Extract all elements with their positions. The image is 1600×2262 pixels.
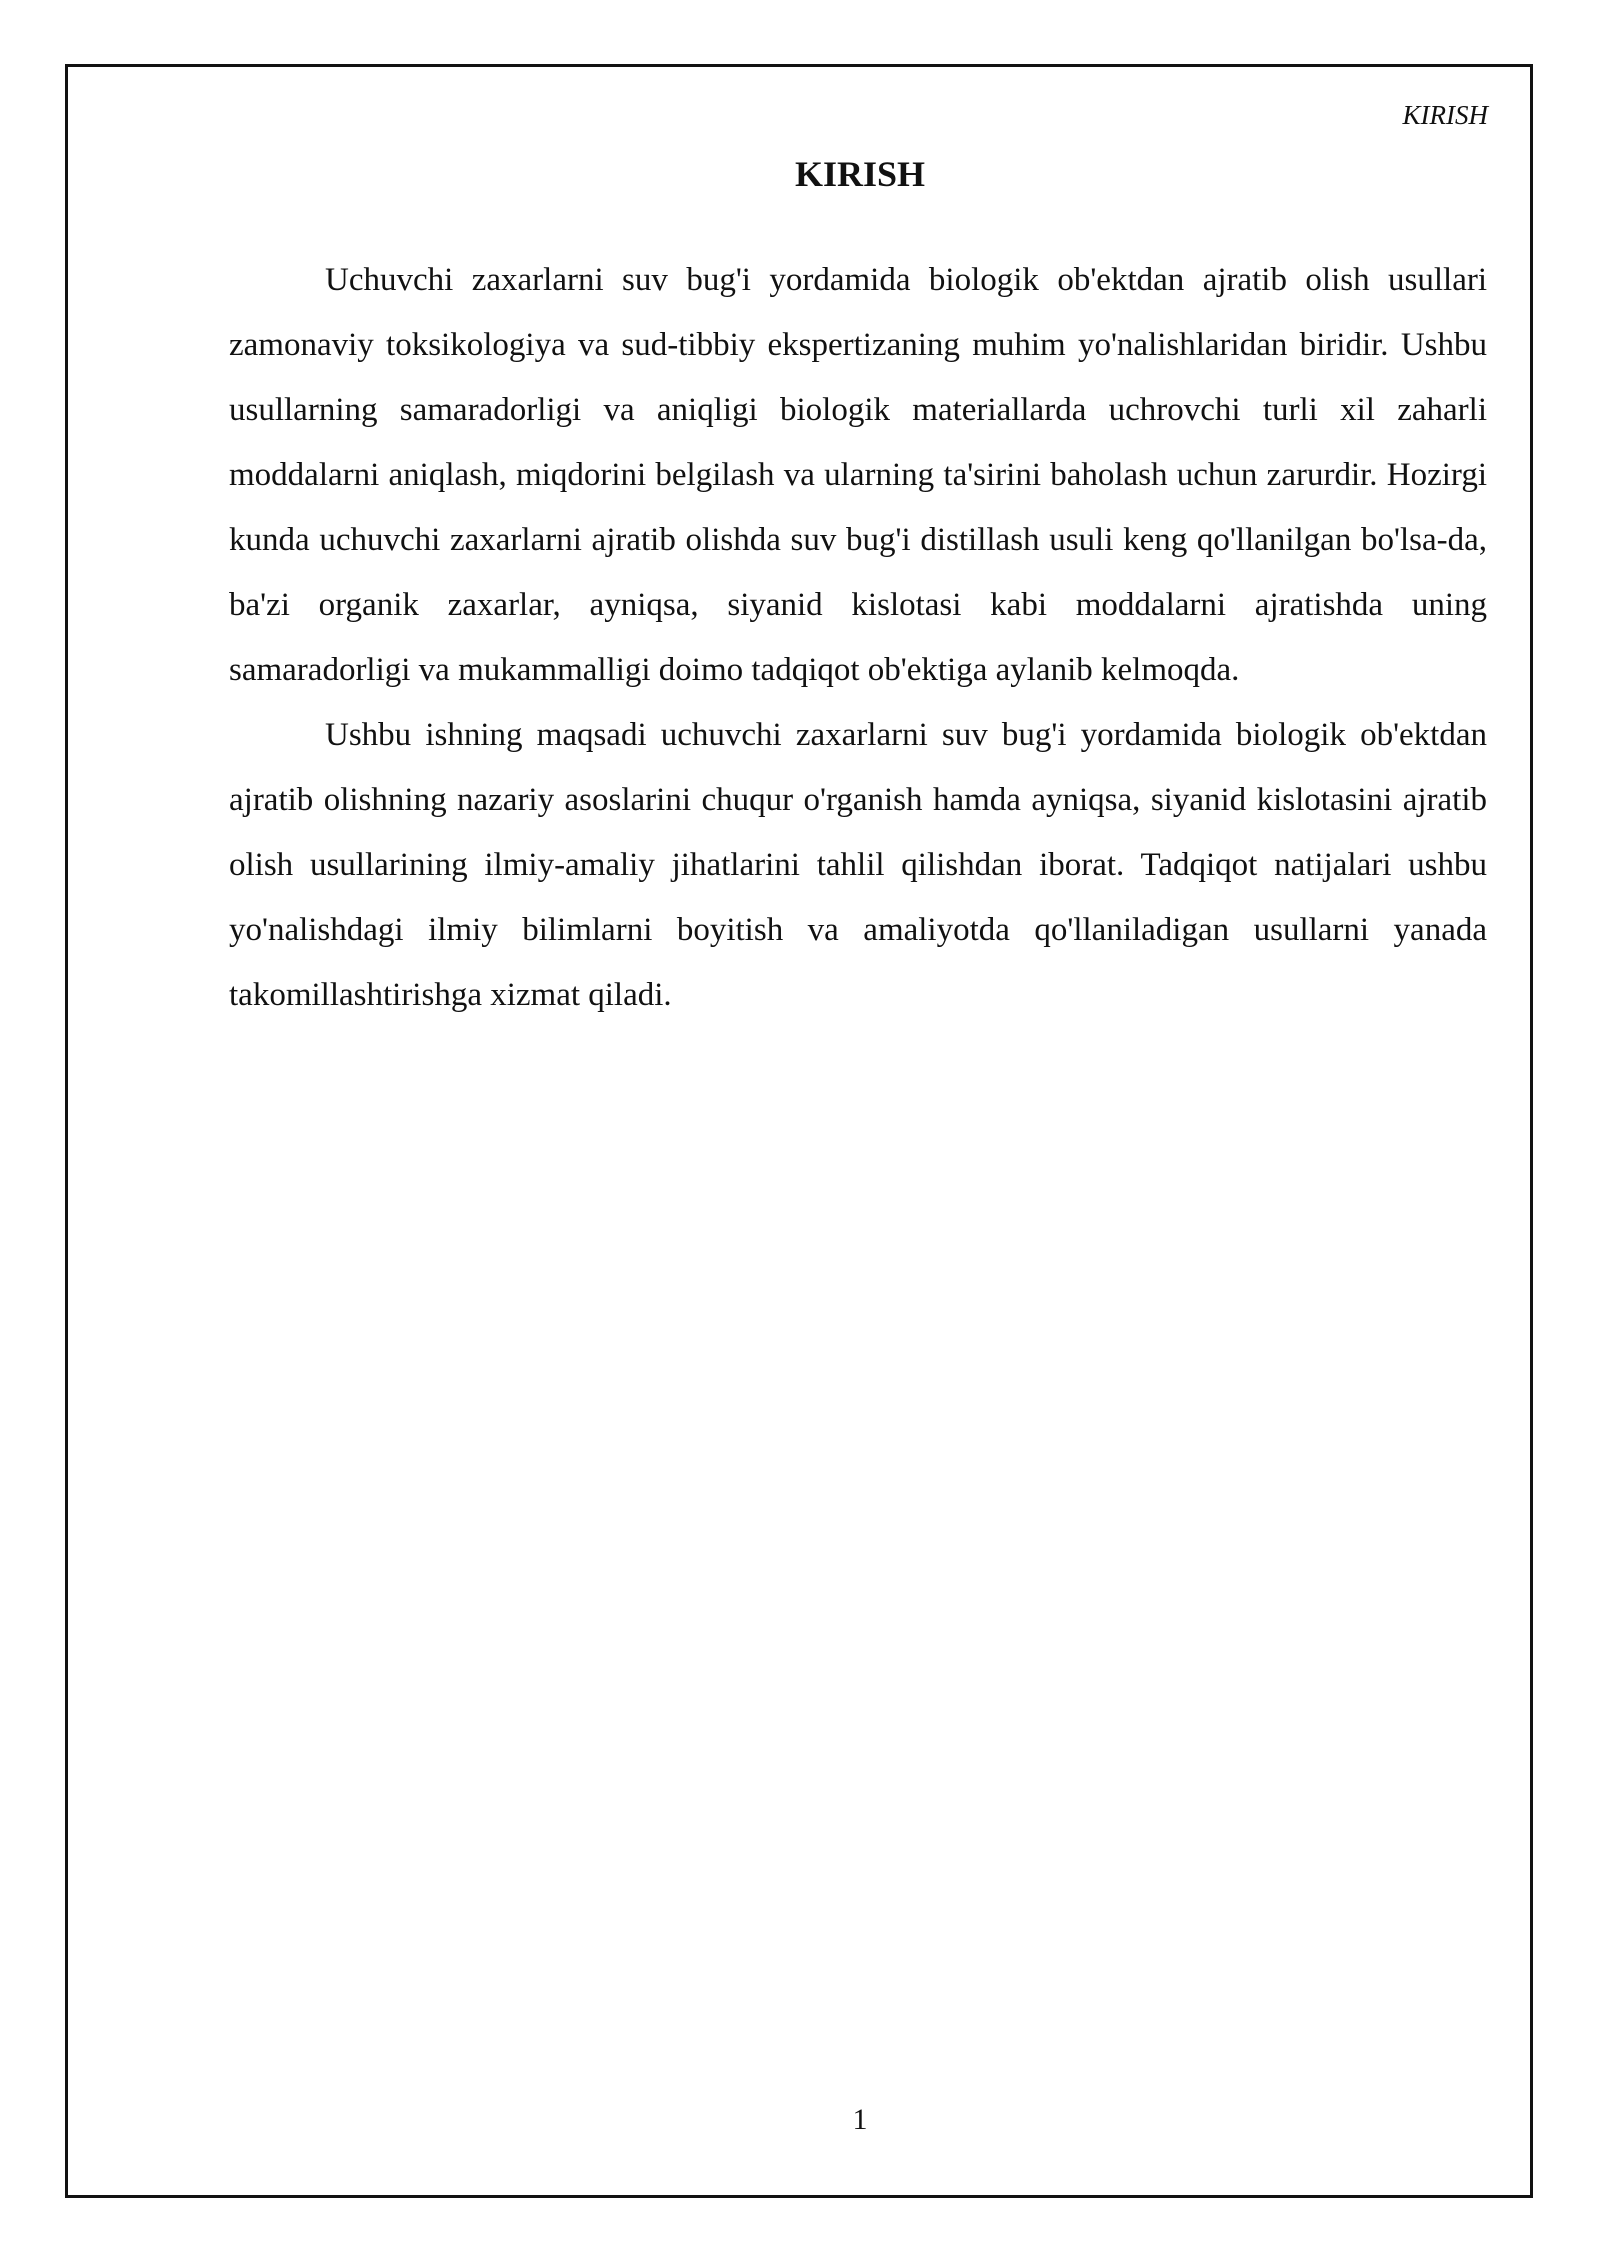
paragraph: Uchuvchi zaxarlarni suv bug'i yordamida biologik ob'ektdan ajratib olish usullari zamonaviy toksikologiya va sud-tibbiy ekspertizaning muhim yo'nalishlaridan biridir. Ushbu usullarning samaradorligi va aniqligi biologik materiallarda uchrovchi turli xil zaharli moddalarni aniqlash, miqdorini belgilash va ularning ta'sirini baholash uchun zarurdir. Hozirgi kunda uchuvchi zaxarlarni ajratib olishda suv bug'i distillash usuli keng qo'llanilgan bo'lsa-da, ba'zi organik zaxarlar, ayniqsa, siyanid kislotasi kabi moddalarni ajratishda uning samaradorligi va mukammalligi doimo tadqiqot ob'ektiga aylanib kelmoqda. xyxy=(229,262,1487,688)
body-text xyxy=(229,248,1487,1028)
paragraph: Ushbu ishning maqsadi uchuvchi zaxarlarni suv bug'i yordamida biologik ob'ektdan ajratib olishning nazariy asoslarini chuqur o'rganish hamda ayniqsa, siyanid kislotasini ajratib olish usullarining ilmiy-amaliy jihatlarini tahlil qilishdan iborat. Tadqiqot natijalari ushbu yo'nalishdagi ilmiy bilimlarni boyitish va amaliyotda qo'llaniladigan usullarni yanada takomillashtirishga xizmat qiladi. xyxy=(229,717,1487,1013)
running-header: KIRISH xyxy=(1402,100,1488,130)
page-number: 1 xyxy=(852,2103,868,2136)
page-title: KIRISH xyxy=(794,154,926,194)
